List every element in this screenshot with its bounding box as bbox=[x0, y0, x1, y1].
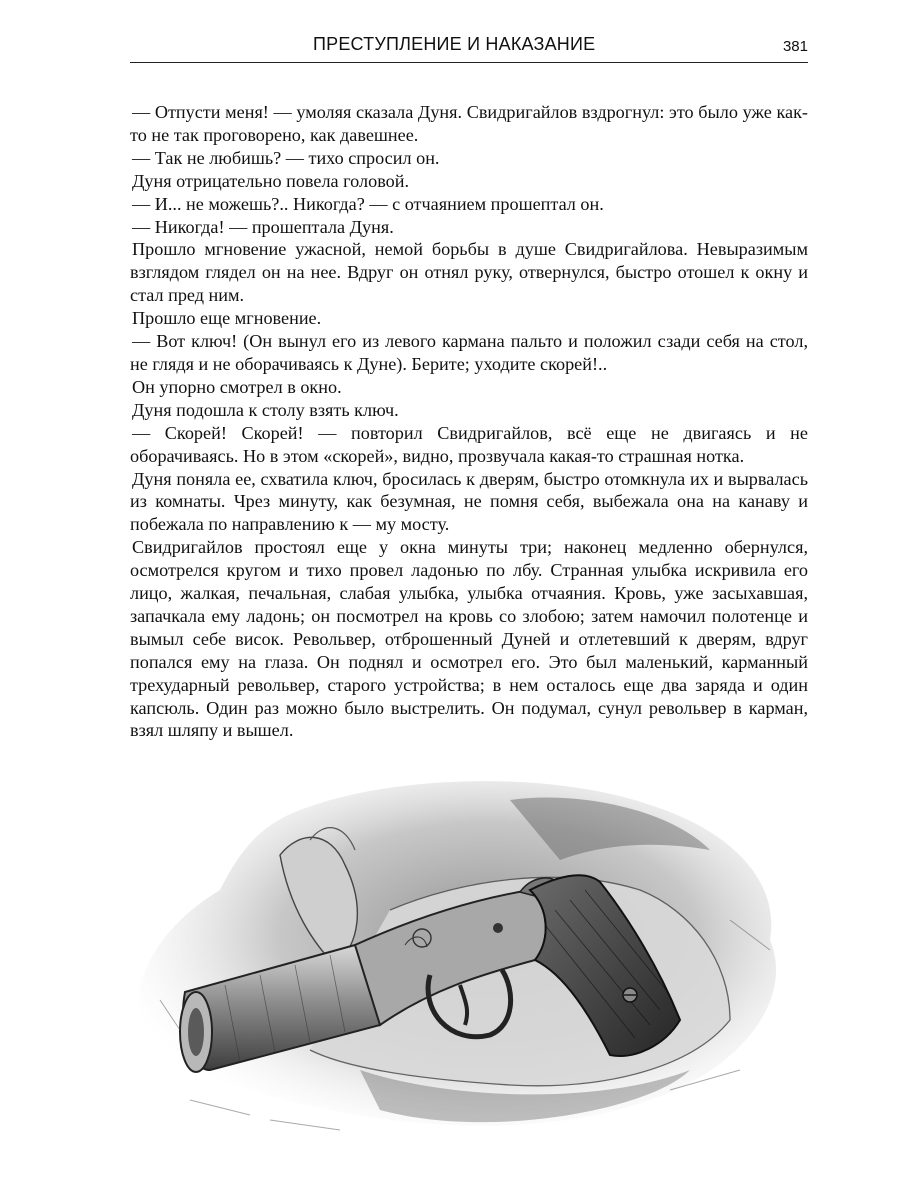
paragraph: — Отпусти меня! — умоляя сказала Дуня. Свидригайлов вздрогнул: это было уже как-то не так проговорено, как давешнее. bbox=[130, 102, 808, 145]
paragraph: — Вот ключ! (Он вынул его из левого кармана пальто и положил сзади себя на стол, не глядя и не оборачиваясь к Дуне). Берите; уходите скорей!.. bbox=[130, 331, 808, 374]
header-rule bbox=[130, 62, 808, 63]
paragraph: — Скорей! Скорей! — повторил Свидригайлов, всё еще не двигаясь и не оборачиваясь. Но в этом «скорей», видно, прозвучала какая-то страшная нотка. bbox=[130, 422, 808, 466]
paragraph: — И... не можешь?.. Никогда? — с отчаянием прошептал он. bbox=[132, 193, 604, 214]
paragraph: Дуня отрицательно повела головой. bbox=[132, 170, 410, 191]
running-header bbox=[130, 30, 810, 64]
header-title: ПРЕСТУПЛЕНИЕ И НАКАЗАНИЕ bbox=[313, 34, 596, 54]
paragraph: Свидригайлов простоял еще у окна минуты три; наконец медленно обернулся, осмотрелся кругом и тихо провел ладонью по лбу. Странная улыбка искривила его лицо, жалкая, печальная, слабая улыбка, улыбка отчаяния. Кровь, уже засыхавшая, запачкала ему ладонь; он посмотрел на кровь со злобою; затем намочил полотенце и вымыл себе висок. Револьвер, отброшенный Дуней и отлетевший к дверям, вдруг попался ему на глаза. Он поднял и осмотрел его. Это был маленький, карманный трехударный револьвер, старого устройства; в нем осталось еще два заряда и один капсюль. Один раз можно было выстрелить. Он подумал, сунул револьвер в карман, взял шляпу и вышел. bbox=[130, 537, 808, 741]
revolver-sketch-icon bbox=[130, 770, 810, 1175]
paragraph: — Так не любишь? — тихо спросил он. bbox=[132, 147, 440, 168]
paragraph: Дуня поняла ее, схватила ключ, бросилась к дверям, быстро отомкнула их и вырвалась из комнаты. Чрез минуту, как безумная, не помня себя, выбежала она на канаву и побежала по направлению к — му мосту. bbox=[130, 468, 808, 535]
body-text bbox=[130, 101, 808, 742]
page-number: 381 bbox=[782, 38, 808, 55]
paragraph: Он упорно смотрел в окно. bbox=[132, 376, 342, 397]
paragraph: Прошло мгновение ужасной, немой борьбы в душе Свидригайлова. Невыразимым взглядом глядел он на нее. Вдруг он отнял руку, отвернулся, быстро отошел к окну и стал пред ним. bbox=[130, 239, 808, 306]
paragraph: Дуня подошла к столу взять ключ. bbox=[132, 399, 399, 420]
paragraph: — Никогда! — прошептала Дуня. bbox=[132, 216, 394, 237]
paragraph: Прошло еще мгновение. bbox=[132, 308, 322, 329]
